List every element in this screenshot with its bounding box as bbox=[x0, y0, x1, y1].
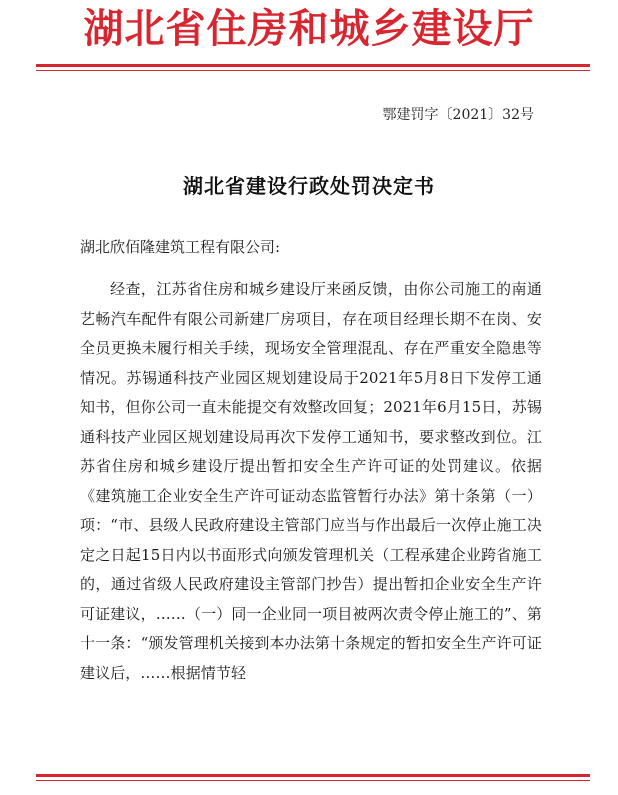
letterhead-rule-thin bbox=[36, 70, 590, 71]
document-title: 湖北省建设行政处罚决定书 bbox=[183, 174, 435, 198]
document-number: 鄂建罚字〔2021〕32号 bbox=[382, 107, 534, 123]
addressee: 湖北欣佰隆建筑工程有限公司: bbox=[80, 238, 281, 256]
footer-rule-thick bbox=[36, 774, 590, 777]
footer-rule-thin bbox=[36, 780, 590, 781]
body-paragraph: 经查，江苏省住房和城乡建设厅来函反馈，由你公司施工的南通艺畅汽车配件有限公司新建厂房项目，存在项目经理长期不在岗、安全员更换未履行相关手续，现场安全管理混乱、存在严重安全隐患等情况。苏锡通科技产业园区规划建设局于2021年5月8日下发停工通知书，但你公司一直未能提交有效整改回复；2021年6月15日，苏锡通科技产业园区规划建设局再次下发停工通知书，要求整改到位。江苏省住房和城乡建设厅提出暂扣安全生产许可证的处罚建议。依据《建筑施工企业安全生产许可证动态监管暂行办法》第十条第（一）项：“市、县级人民政府建设主管部门应当与作出最后一次停止施工决定之日起15日内以书面形式向颁发管理机关（工程承建企业跨省施工的，通过省级人民政府建设主管部门抄告）提出暂扣企业安全生产许可证建议，……（一）同一企业同一项目被两次责令停止施工的”、第十一条：“颁发管理机关接到本办法第十条规定的暂扣安全生产许可证建议后，……根据情节轻 bbox=[80, 280, 542, 682]
letterhead-rule-thick bbox=[36, 64, 590, 67]
letterhead-title: 湖北省住房和城乡建设厅 bbox=[83, 6, 535, 52]
